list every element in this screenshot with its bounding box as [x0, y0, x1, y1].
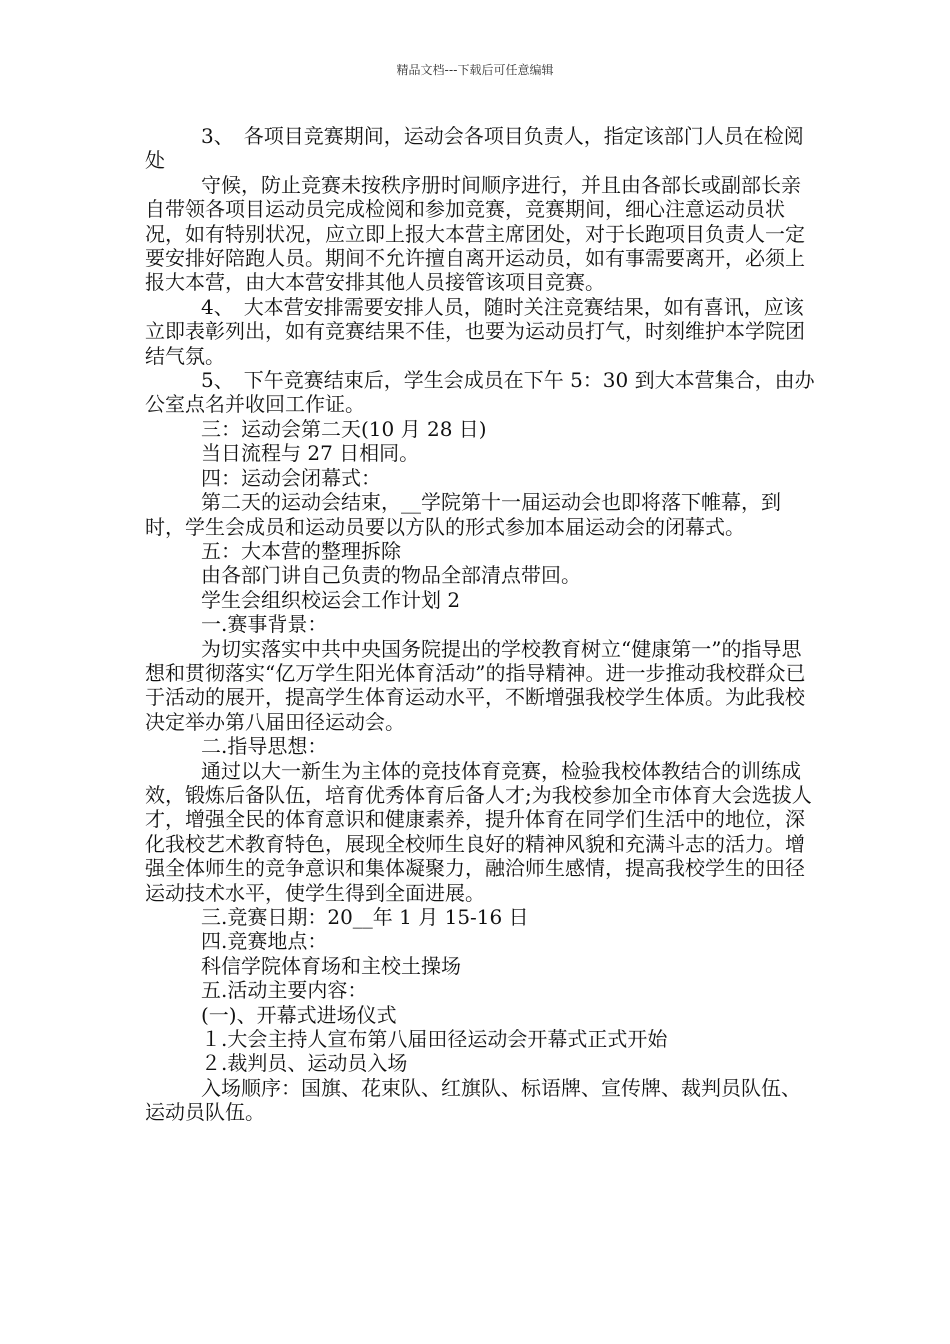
section-heading-guiding: 二.指导思想：	[201, 734, 328, 759]
paragraph-guiding: 通过以大一新生为主体的竞技体育竞赛，检验我校体教结合的训练成效，锻炼后备队伍，培育优秀体育后备人才;为我校参加全市体育大会选拔人才，增强全民的体育意识和健康素养，提升体育在同学们生活中的地位，深化我校艺术教育特色，展现全校师生良好的精神风貌和充满斗志的活力。增强全体师生的竞争意识和集体凝聚力，融洽师生感情，提高我校学生的田径运动技术水平，使学生得到全面进展。	[145, 758, 812, 905]
paragraph-dismantle: 由各部门讲自己负责的物品全部清点带回。	[201, 563, 581, 588]
paragraph-entry-order: 入场顺序：国旗、花束队、红旗队、标语牌、宣传牌、裁判员队伍、运动员队伍。	[145, 1075, 801, 1125]
paragraph-guard-duty: 守候，防止竞赛未按秩序册时间顺序进行，并且由各部长或副部长亲自带领各项目运动员完成检阅和参加竞赛，竞赛期间，细心注意运动员状况，如有特别状况，应立即上报大本营主席团处，对于长跑项目负责人一定要安排好陪跑人员。期间不允许擅自离开运动员，如有事需要离开，必须上报大本营，由大本营安排其他人员接管该项目竞赛。	[145, 172, 805, 295]
section-heading-content: 五.活动主要内容：	[201, 978, 368, 1003]
paragraph-same-process: 当日流程与 27 日相同。	[201, 441, 420, 466]
paragraph-venue: 科信学院体育场和主校土操场	[201, 953, 461, 978]
list-item-2: ２.裁判员、运动员入场	[201, 1051, 408, 1076]
section-heading-day-two: 三：运动会第二天(10 月 28 日)	[201, 416, 487, 441]
document-body	[145, 124, 815, 1125]
paragraph-item-5: 5、 下午竞赛结束后，学生会成员在下午 5：30 到大本营集合，由办公室点名并收回工作证。	[145, 368, 815, 417]
section-heading-dismantle: 五：大本营的整理拆除	[201, 538, 401, 563]
paragraph-item-4: 4、 大本营安排需要安排人员，随时关注竞赛结果，如有喜讯，应该立即表彰列出，如有竞赛结果不佳，也要为运动员打气，时刻维护本学院团结气氛。	[145, 294, 805, 368]
section-heading-closing: 四：运动会闭幕式：	[201, 465, 381, 490]
list-item-1: １.大会主持人宣布第八届田径运动会开幕式正式开始	[201, 1027, 668, 1052]
section-heading-background: 一.赛事背景：	[201, 612, 328, 637]
section-heading-date: 三.竞赛日期：20__年 1 月 15-16 日	[201, 905, 529, 929]
paragraph-background: 为切实落实中共中央国务院提出的学校教育树立“健康第一”的指导思想和贯彻落实“亿万学生阳光体育活动”的指导精神。进一步推动我校群众已于活动的展开，提高学生体育运动水平，不断增强我校学生体质。为此我校决定举办第八届田径运动会。	[145, 636, 806, 734]
paragraph-item-3: 3、 各项目竞赛期间，运动会各项目负责人，指定该部门人员在检阅处	[145, 124, 804, 173]
list-heading-opening: (一)、开幕式进场仪式	[201, 1002, 397, 1027]
page-header: 精品文档---下载后可任意编辑	[396, 63, 554, 77]
section-heading-venue: 四.竞赛地点：	[201, 929, 328, 954]
paragraph-closing: 第二天的运动会结束，__学院第十一届运动会也即将落下帷幕，到时，学生会成员和运动员要以方队的形式参加本届运动会的闭幕式。	[145, 490, 781, 539]
document-subtitle-plan-2: 学生会组织校运会工作计划 2	[201, 587, 461, 612]
